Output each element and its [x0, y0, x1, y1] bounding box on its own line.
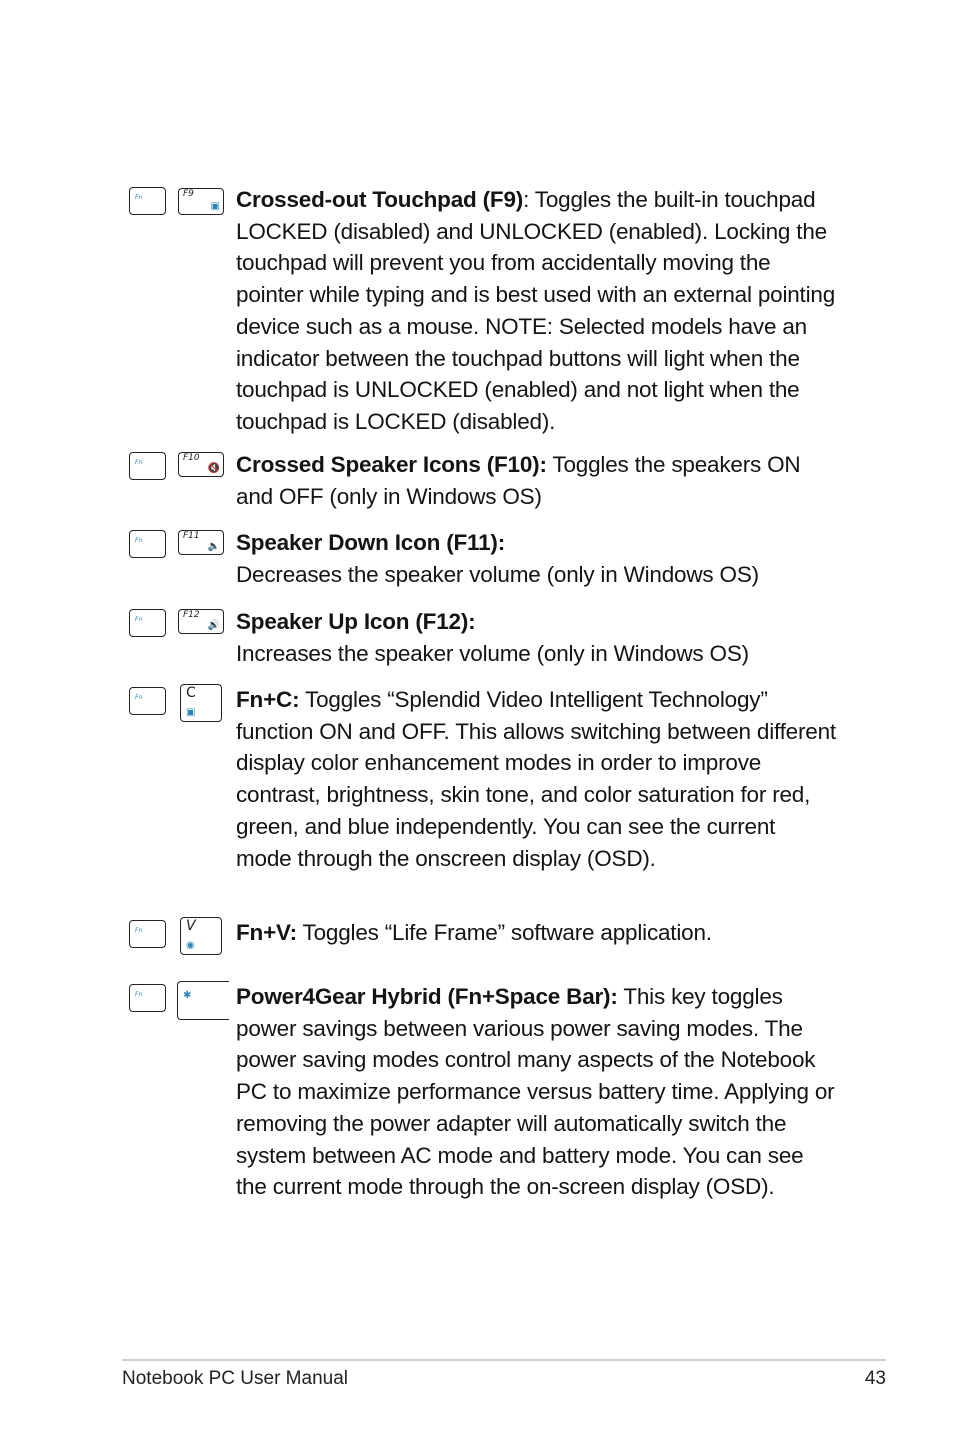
entry-title: Speaker Up Icon (F12): — [236, 609, 476, 634]
fn-key: Fn — [129, 452, 166, 480]
fn-key: Fn — [129, 984, 166, 1012]
entry-title: Power4Gear Hybrid (Fn+Space Bar): — [236, 984, 618, 1009]
entry-body: Toggles “Life Frame” software application. — [302, 920, 712, 945]
entry-title: Crossed Speaker Icons (F10): — [236, 452, 547, 477]
speaker-down-icon: 🔈 — [207, 541, 220, 552]
fn-key: Fn — [129, 687, 166, 715]
camera-icon: ◉ — [186, 940, 195, 951]
page-number: 43 — [864, 1368, 886, 1389]
f12-key: F12 🔊 — [178, 609, 224, 634]
fn-key: Fn — [129, 609, 166, 637]
f9-key: F9 ▣ — [178, 188, 224, 215]
key-combo — [129, 184, 229, 224]
footer-divider — [122, 1359, 886, 1361]
entry-body: Toggles “Splendid Video Intelligent Technology” function ON and OFF. This allows switching between different display color enhancement modes in order to improve contrast, brightness, skin tone, and color saturation for red, green, and blue independently. You can see the current mode through the onscreen display (OSD). — [236, 687, 836, 871]
entry-text — [236, 981, 836, 1203]
entry-body: Toggles the built-in touchpad LOCKED (disabled) and UNLOCKED (enabled). Locking the touchpad will prevent you from accidentally moving the pointer while typing and is best used with an external pointing device such as a mouse. NOTE: Selected models have an indicator between the touchpad buttons will light when the touchpad is UNLOCKED (enabled) and not light when the touchpad is LOCKED (disabled). — [236, 187, 836, 434]
fn-key: Fn — [129, 530, 166, 558]
entry-body: Toggles the speakers ON and OFF (only in Windows OS) — [236, 452, 801, 509]
entry-body: Increases the speaker volume (only in Windows OS) — [236, 640, 749, 666]
key-combo — [129, 917, 229, 957]
v-key: V ◉ — [180, 917, 222, 955]
f10-key: F10 🔇 — [178, 452, 224, 477]
fn-key: Fn — [129, 187, 166, 215]
f11-key: F11 🔈 — [178, 530, 224, 555]
entry-title: Fn+V: — [236, 920, 297, 945]
entry-body: This key toggles power savings between various power saving modes. The power saving modes control many aspects of the Notebook PC to maximize performance versus battery time. Applying or removing the power adapter will automatically switch the system between AC mode and battery mode. You can see the current mode through the on-screen display (OSD). — [236, 984, 835, 1200]
entry-text — [236, 917, 836, 949]
entry-text — [236, 684, 836, 874]
entry-text — [236, 449, 836, 512]
splendid-icon: ▣ — [186, 707, 196, 718]
fn-key: Fn — [129, 920, 166, 948]
entry-title: Speaker Down Icon (F11): — [236, 530, 506, 555]
key-combo — [129, 449, 229, 489]
speaker-muted-icon: 🔇 — [207, 463, 220, 474]
c-key: C ▣ — [180, 684, 222, 722]
entry-title: Crossed-out Touchpad (F9) — [236, 187, 524, 212]
key-combo — [129, 527, 229, 567]
touchpad-icon: ▣ — [210, 201, 220, 212]
space-bar-key — [177, 981, 229, 1020]
entry-title: Fn+C: — [236, 687, 300, 712]
power4gear-icon: ✱ — [183, 990, 192, 1001]
entry-text — [236, 606, 836, 669]
entry-text — [236, 527, 836, 590]
entry-text: Crossed-out Touchpad (F9): Toggles the built-in touchpad LOCKED (disabled) and UNLOCKED (enabled). Locking the touchpad will prevent you from accidentally moving the pointer while typing and is best used with an external pointing device such as a mouse. NOTE: Selected models have an indicator between the touchpad buttons will light when the touchpad is UNLOCKED (enabled) and not light when the touchpad is LOCKED (disabled). — [236, 187, 836, 434]
speaker-up-icon: 🔊 — [207, 620, 220, 631]
footer-title: Notebook PC User Manual — [122, 1368, 348, 1389]
key-combo — [129, 684, 229, 724]
key-combo — [129, 606, 229, 646]
key-combo — [129, 981, 229, 1021]
entry-body: Decreases the speaker volume (only in Windows OS) — [236, 561, 759, 587]
